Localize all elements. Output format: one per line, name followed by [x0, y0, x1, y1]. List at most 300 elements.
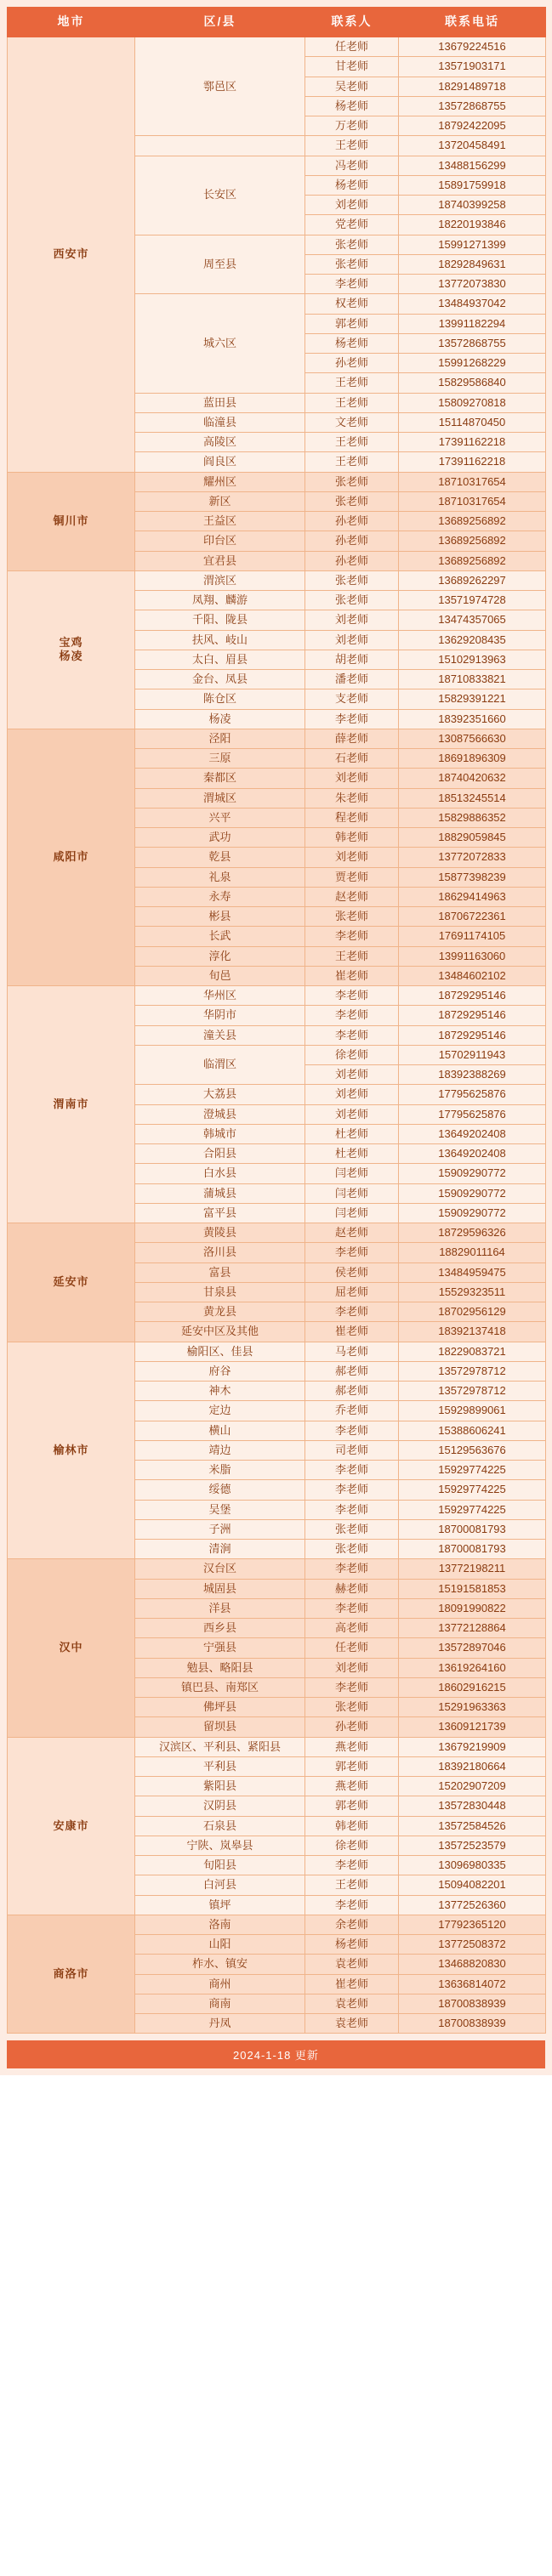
contact-phone-cell: 13087566630 [399, 729, 546, 748]
contact-phone-cell: 13484602102 [399, 966, 546, 985]
contact-name-cell: 李老师 [305, 1500, 399, 1519]
district-cell: 榆阳区、佳县 [135, 1342, 305, 1361]
district-cell: 子洲 [135, 1519, 305, 1539]
update-footer: 2024-1-18 更新 [7, 2040, 545, 2068]
district-cell: 武功 [135, 828, 305, 848]
contact-phone-cell: 13679219909 [399, 1737, 546, 1756]
district-cell: 洛南 [135, 1915, 305, 1934]
contact-name-cell: 李老师 [305, 275, 399, 294]
contact-phone-cell: 13772128864 [399, 1619, 546, 1638]
contact-name-cell: 闫老师 [305, 1164, 399, 1183]
contact-phone-cell: 15202907209 [399, 1777, 546, 1796]
contact-name-cell: 刘老师 [305, 1104, 399, 1124]
district-cell: 城固县 [135, 1579, 305, 1598]
contact-phone-cell: 18392351660 [399, 709, 546, 729]
contact-name-cell: 李老师 [305, 927, 399, 946]
contact-phone-cell: 15909290772 [399, 1203, 546, 1223]
contact-name-cell: 权老师 [305, 294, 399, 314]
contact-name-cell: 李老师 [305, 1243, 399, 1262]
header-district: 区/县 [135, 8, 305, 37]
contact-name-cell: 刘老师 [305, 1065, 399, 1085]
contact-name-cell: 李老师 [305, 1677, 399, 1697]
contact-name-cell: 孙老师 [305, 531, 399, 551]
district-cell: 神木 [135, 1382, 305, 1401]
table-row [8, 37, 546, 57]
district-cell: 白河县 [135, 1875, 305, 1895]
table-row [8, 986, 546, 1006]
contact-name-cell: 文老师 [305, 412, 399, 432]
contact-phone-cell: 13991182294 [399, 314, 546, 333]
contact-phone-cell: 17795625876 [399, 1104, 546, 1124]
contact-phone-cell: 18602916215 [399, 1677, 546, 1697]
contact-name-cell: 吴老师 [305, 77, 399, 96]
contact-phone-cell: 18729295146 [399, 1006, 546, 1025]
district-cell: 山阳 [135, 1935, 305, 1955]
contact-phone-cell: 13572868755 [399, 333, 546, 353]
district-cell: 平利县 [135, 1756, 305, 1776]
district-cell: 凤翔、麟游 [135, 591, 305, 610]
contact-phone-cell: 15891759918 [399, 175, 546, 195]
table-row [8, 1559, 546, 1579]
contact-name-cell: 杨老师 [305, 333, 399, 353]
contact-phone-cell: 18700838939 [399, 2014, 546, 2034]
city-cell: 安康市 [8, 1737, 135, 1915]
district-cell: 阎良区 [135, 452, 305, 472]
district-cell: 华州区 [135, 986, 305, 1006]
contact-name-cell: 王老师 [305, 946, 399, 966]
district-cell: 吴堡 [135, 1500, 305, 1519]
table-row [8, 472, 546, 491]
contact-name-cell: 孙老师 [305, 1717, 399, 1737]
contact-phone-cell: 18729295146 [399, 986, 546, 1006]
district-cell: 镇巴县、南郑区 [135, 1677, 305, 1697]
contact-name-cell: 燕老师 [305, 1737, 399, 1756]
contact-name-cell: 郭老师 [305, 1796, 399, 1816]
contact-phone-cell: 13572523579 [399, 1836, 546, 1855]
contact-name-cell: 张老师 [305, 254, 399, 274]
contact-name-cell: 杜老师 [305, 1124, 399, 1143]
district-cell: 千阳、陇县 [135, 610, 305, 630]
district-cell: 临渭区 [135, 1045, 305, 1085]
district-cell: 长安区 [135, 156, 305, 235]
district-cell: 三原 [135, 749, 305, 769]
contact-phone-cell: 13772526360 [399, 1895, 546, 1915]
district-cell: 镇坪 [135, 1895, 305, 1915]
contact-name-cell: 袁老师 [305, 1955, 399, 1974]
contact-phone-cell: 18710317654 [399, 491, 546, 511]
contact-phone-cell: 15929774225 [399, 1480, 546, 1500]
district-cell: 王益区 [135, 512, 305, 531]
contact-name-cell: 程老师 [305, 808, 399, 827]
contact-phone-cell: 15991271399 [399, 235, 546, 254]
contact-name-cell: 李老师 [305, 1598, 399, 1618]
contact-phone-cell: 13096980335 [399, 1856, 546, 1875]
district-cell: 米脂 [135, 1461, 305, 1480]
contact-name-cell: 张老师 [305, 570, 399, 590]
contact-phone-cell: 18729295146 [399, 1025, 546, 1045]
contact-phone-cell: 18710833821 [399, 670, 546, 689]
contact-name-cell: 王老师 [305, 136, 399, 156]
contact-name-cell: 马老师 [305, 1342, 399, 1361]
contact-phone-cell: 15114870450 [399, 412, 546, 432]
contact-phone-cell: 15191581853 [399, 1579, 546, 1598]
contact-name-cell: 刘老师 [305, 1085, 399, 1104]
contact-name-cell: 侯老师 [305, 1262, 399, 1282]
contact-phone-cell: 18740399258 [399, 196, 546, 215]
contact-name-cell: 郭老师 [305, 1756, 399, 1776]
contact-phone-cell: 17391162218 [399, 433, 546, 452]
district-cell: 勉县、略阳县 [135, 1658, 305, 1677]
district-cell: 佛坪县 [135, 1698, 305, 1717]
district-cell: 周至县 [135, 235, 305, 294]
contact-phone-cell: 18392388269 [399, 1065, 546, 1085]
contact-name-cell: 支老师 [305, 689, 399, 709]
contact-name-cell: 袁老师 [305, 2014, 399, 2034]
contact-name-cell: 李老师 [305, 1025, 399, 1045]
contact-name-cell: 刘老师 [305, 769, 399, 788]
contact-phone-cell: 13689256892 [399, 551, 546, 570]
table-body [8, 37, 546, 2034]
district-cell: 宜君县 [135, 551, 305, 570]
contact-name-cell: 刘老师 [305, 630, 399, 650]
district-cell: 淳化 [135, 946, 305, 966]
contact-name-cell: 李老师 [305, 1461, 399, 1480]
district-cell: 合阳县 [135, 1144, 305, 1164]
contact-name-cell: 胡老师 [305, 650, 399, 669]
contact-name-cell: 冯老师 [305, 156, 399, 175]
contact-phone-cell: 18691896309 [399, 749, 546, 769]
contact-name-cell: 赵老师 [305, 887, 399, 906]
contact-name-cell: 韩老师 [305, 1816, 399, 1836]
district-cell: 白水县 [135, 1164, 305, 1183]
district-cell: 长武 [135, 927, 305, 946]
contact-phone-cell: 15909290772 [399, 1183, 546, 1203]
contact-phone-cell: 18629414963 [399, 887, 546, 906]
contact-name-cell: 乔老师 [305, 1401, 399, 1421]
contact-phone-cell: 15702911943 [399, 1045, 546, 1064]
contact-name-cell: 王老师 [305, 433, 399, 452]
contact-name-cell: 任老师 [305, 37, 399, 57]
header-contact-phone: 联系电话 [399, 8, 546, 37]
contact-phone-cell: 18229083721 [399, 1342, 546, 1361]
contact-phone-cell: 13619264160 [399, 1658, 546, 1677]
contact-name-cell: 李老师 [305, 1895, 399, 1915]
district-cell: 延安中区及其他 [135, 1322, 305, 1342]
contact-phone-cell: 18729596326 [399, 1223, 546, 1243]
contact-phone-cell: 18392180664 [399, 1756, 546, 1776]
contact-phone-cell: 15102913963 [399, 650, 546, 669]
district-cell: 汉阴县 [135, 1796, 305, 1816]
contact-name-cell: 崔老师 [305, 1322, 399, 1342]
contact-phone-cell: 18392137418 [399, 1322, 546, 1342]
contact-name-cell: 郝老师 [305, 1361, 399, 1381]
table-header-row [8, 8, 546, 37]
contact-phone-cell: 18792422095 [399, 116, 546, 136]
district-cell: 紫阳县 [135, 1777, 305, 1796]
contact-name-cell: 郝老师 [305, 1382, 399, 1401]
contact-name-cell: 李老师 [305, 1480, 399, 1500]
contact-phone-cell: 18291489718 [399, 77, 546, 96]
district-cell: 泾阳 [135, 729, 305, 748]
contact-name-cell: 赵老师 [305, 1223, 399, 1243]
contact-phone-cell: 13572978712 [399, 1361, 546, 1381]
table-row [8, 570, 546, 590]
contact-phone-cell: 15829391221 [399, 689, 546, 709]
contact-phone-cell: 18706722361 [399, 907, 546, 927]
contact-name-cell: 刘老师 [305, 1658, 399, 1677]
contact-name-cell: 韩老师 [305, 828, 399, 848]
contact-phone-cell: 13609121739 [399, 1717, 546, 1737]
table-row [8, 729, 546, 748]
contact-phone-cell: 15929774225 [399, 1500, 546, 1519]
district-cell: 鄠邑区 [135, 37, 305, 136]
contact-phone-cell: 13689256892 [399, 512, 546, 531]
contact-phone-cell: 18513245514 [399, 788, 546, 808]
contact-name-cell: 刘老师 [305, 848, 399, 867]
district-cell: 彬县 [135, 907, 305, 927]
contact-name-cell: 司老师 [305, 1440, 399, 1460]
contact-name-cell: 李老师 [305, 1856, 399, 1875]
contact-name-cell: 潘老师 [305, 670, 399, 689]
contact-name-cell: 党老师 [305, 215, 399, 235]
contact-name-cell: 崔老师 [305, 966, 399, 985]
district-cell: 石泉县 [135, 1816, 305, 1836]
contact-name-cell: 张老师 [305, 1519, 399, 1539]
contact-phone-cell: 15809270818 [399, 393, 546, 412]
contact-name-cell: 崔老师 [305, 1974, 399, 1994]
contact-phone-cell: 17691174105 [399, 927, 546, 946]
district-cell: 洛川县 [135, 1243, 305, 1262]
contact-phone-cell: 18710317654 [399, 472, 546, 491]
contact-phone-cell: 15529323511 [399, 1282, 546, 1302]
district-cell: 扶风、岐山 [135, 630, 305, 650]
contact-phone-cell: 18740420632 [399, 769, 546, 788]
contact-phone-cell: 13636814072 [399, 1974, 546, 1994]
district-cell: 汉台区 [135, 1559, 305, 1579]
district-cell: 清涧 [135, 1540, 305, 1559]
district-cell: 旬阳县 [135, 1856, 305, 1875]
district-cell: 府谷 [135, 1361, 305, 1381]
contact-name-cell: 李老师 [305, 1559, 399, 1579]
contact-phone-cell: 13572897046 [399, 1638, 546, 1658]
contact-name-cell: 杜老师 [305, 1144, 399, 1164]
contact-phone-cell: 13572868755 [399, 96, 546, 116]
contact-name-cell: 李老师 [305, 1302, 399, 1322]
table-header [8, 8, 546, 37]
district-cell: 旬邑 [135, 966, 305, 985]
contact-phone-cell: 13629208435 [399, 630, 546, 650]
district-cell: 商州 [135, 1974, 305, 1994]
contact-phone-cell: 17795625876 [399, 1085, 546, 1104]
district-cell: 潼关县 [135, 1025, 305, 1045]
district-cell: 渭滨区 [135, 570, 305, 590]
contact-name-cell: 刘老师 [305, 196, 399, 215]
contact-phone-cell: 18700081793 [399, 1540, 546, 1559]
district-cell: 定边 [135, 1401, 305, 1421]
city-cell: 延安市 [8, 1223, 135, 1342]
contact-phone-cell: 13484937042 [399, 294, 546, 314]
contact-phone-cell: 18829011164 [399, 1243, 546, 1262]
contact-name-cell: 朱老师 [305, 788, 399, 808]
contact-phone-cell: 13689256892 [399, 531, 546, 551]
district-cell: 高陵区 [135, 433, 305, 452]
contact-phone-cell: 18829059845 [399, 828, 546, 848]
district-cell: 横山 [135, 1421, 305, 1440]
contact-name-cell: 王老师 [305, 452, 399, 472]
contact-phone-cell: 13468820830 [399, 1955, 546, 1974]
city-cell: 宝鸡 杨凌 [8, 570, 135, 729]
contact-name-cell: 王老师 [305, 393, 399, 412]
contact-phone-cell: 13649202408 [399, 1144, 546, 1164]
district-cell: 永寿 [135, 887, 305, 906]
city-cell: 商洛市 [8, 1915, 135, 2034]
contact-name-cell: 燕老师 [305, 1777, 399, 1796]
district-cell: 韩城市 [135, 1124, 305, 1143]
district-cell: 汉滨区、平利县、紧阳县 [135, 1737, 305, 1756]
contact-name-cell: 张老师 [305, 491, 399, 511]
contact-phone-cell: 15909290772 [399, 1164, 546, 1183]
contact-name-cell: 李老师 [305, 709, 399, 729]
city-cell: 铜川市 [8, 472, 135, 570]
district-cell: 甘泉县 [135, 1282, 305, 1302]
contact-name-cell: 张老师 [305, 1698, 399, 1717]
contact-phone-cell: 17391162218 [399, 452, 546, 472]
contact-phone-cell: 18702956129 [399, 1302, 546, 1322]
contact-phone-cell: 18700081793 [399, 1519, 546, 1539]
district-cell: 黄龙县 [135, 1302, 305, 1322]
table-row [8, 1223, 546, 1243]
district-cell: 宁强县 [135, 1638, 305, 1658]
district-cell: 金台、凤县 [135, 670, 305, 689]
contact-name-cell: 张老师 [305, 591, 399, 610]
contact-name-cell: 杨老师 [305, 96, 399, 116]
contact-phone-cell: 15829586840 [399, 373, 546, 393]
contact-phone-cell: 13772073830 [399, 275, 546, 294]
contact-name-cell: 徐老师 [305, 1836, 399, 1855]
contact-name-cell: 闫老师 [305, 1183, 399, 1203]
contact-phone-cell: 13991163060 [399, 946, 546, 966]
district-cell: 商南 [135, 1994, 305, 2013]
contact-name-cell: 屈老师 [305, 1282, 399, 1302]
contact-name-cell: 赫老师 [305, 1579, 399, 1598]
contact-name-cell: 李老师 [305, 1421, 399, 1440]
contact-phone-cell: 13689262297 [399, 570, 546, 590]
contact-name-cell: 张老师 [305, 907, 399, 927]
contact-phone-cell: 13572978712 [399, 1382, 546, 1401]
contact-phone-cell: 15929899061 [399, 1401, 546, 1421]
contact-phone-cell: 13571903171 [399, 57, 546, 77]
district-cell: 太白、眉县 [135, 650, 305, 669]
contact-name-cell: 孙老师 [305, 551, 399, 570]
contact-name-cell: 贾老师 [305, 867, 399, 887]
district-cell: 靖边 [135, 1440, 305, 1460]
contact-phone-cell: 15877398239 [399, 867, 546, 887]
contact-name-cell: 闫老师 [305, 1203, 399, 1223]
contact-table [7, 7, 546, 2034]
district-cell: 西乡县 [135, 1619, 305, 1638]
district-cell: 留坝县 [135, 1717, 305, 1737]
contact-name-cell: 万老师 [305, 116, 399, 136]
contact-phone-cell: 18700838939 [399, 1994, 546, 2013]
district-cell: 渭城区 [135, 788, 305, 808]
contact-phone-cell: 17792365120 [399, 1915, 546, 1934]
contact-phone-cell: 13772072833 [399, 848, 546, 867]
city-cell: 榆林市 [8, 1342, 135, 1559]
contact-phone-cell: 18220193846 [399, 215, 546, 235]
district-cell: 印台区 [135, 531, 305, 551]
table-row [8, 1915, 546, 1934]
contact-name-cell: 高老师 [305, 1619, 399, 1638]
district-cell: 蒲城县 [135, 1183, 305, 1203]
district-cell: 洋县 [135, 1598, 305, 1618]
district-cell: 临潼县 [135, 412, 305, 432]
contact-phone-cell: 13572584526 [399, 1816, 546, 1836]
contact-name-cell: 郭老师 [305, 314, 399, 333]
contact-phone-cell: 13572830448 [399, 1796, 546, 1816]
contact-name-cell: 石老师 [305, 749, 399, 769]
city-cell: 渭南市 [8, 986, 135, 1223]
district-cell: 黄陵县 [135, 1223, 305, 1243]
contact-phone-cell: 15129563676 [399, 1440, 546, 1460]
district-cell: 蓝田县 [135, 393, 305, 412]
contact-name-cell: 杨老师 [305, 175, 399, 195]
contact-name-cell: 王老师 [305, 373, 399, 393]
district-cell: 礼泉 [135, 867, 305, 887]
contact-name-cell: 孙老师 [305, 354, 399, 373]
contact-name-cell: 薛老师 [305, 729, 399, 748]
header-contact-name: 联系人 [305, 8, 399, 37]
contact-phone-cell: 13649202408 [399, 1124, 546, 1143]
contact-phone-cell: 13720458491 [399, 136, 546, 156]
district-cell: 丹凤 [135, 2014, 305, 2034]
district-cell: 乾县 [135, 848, 305, 867]
contact-phone-cell: 13488156299 [399, 156, 546, 175]
table-row [8, 1737, 546, 1756]
city-cell: 汉中 [8, 1559, 135, 1737]
contact-phone-cell: 13484959475 [399, 1262, 546, 1282]
contact-name-cell: 张老师 [305, 472, 399, 491]
city-cell: 咸阳市 [8, 729, 135, 985]
contact-name-cell: 王老师 [305, 1875, 399, 1895]
contact-phone-cell: 13772508372 [399, 1935, 546, 1955]
district-cell: 柞水、镇安 [135, 1955, 305, 1974]
contact-name-cell: 李老师 [305, 986, 399, 1006]
contact-name-cell: 杨老师 [305, 1935, 399, 1955]
header-city: 地市 [8, 8, 135, 37]
contact-phone-cell: 13772198211 [399, 1559, 546, 1579]
district-cell: 新区 [135, 491, 305, 511]
contact-phone-cell: 15829886352 [399, 808, 546, 827]
contact-phone-cell: 18292849631 [399, 254, 546, 274]
district-cell: 杨凌 [135, 709, 305, 729]
contact-name-cell: 徐老师 [305, 1045, 399, 1064]
district-cell: 秦都区 [135, 769, 305, 788]
district-cell: 陈仓区 [135, 689, 305, 709]
contact-name-cell: 张老师 [305, 235, 399, 254]
contact-phone-cell: 15388606241 [399, 1421, 546, 1440]
contact-name-cell: 张老师 [305, 1540, 399, 1559]
contact-name-cell: 甘老师 [305, 57, 399, 77]
district-cell: 绥德 [135, 1480, 305, 1500]
district-cell: 耀州区 [135, 472, 305, 491]
contact-phone-cell: 15291963363 [399, 1698, 546, 1717]
district-cell: 华阴市 [135, 1006, 305, 1025]
contact-name-cell: 刘老师 [305, 610, 399, 630]
district-cell: 澄城县 [135, 1104, 305, 1124]
table-row [8, 1342, 546, 1361]
contact-phone-cell: 15929774225 [399, 1461, 546, 1480]
contact-name-cell: 孙老师 [305, 512, 399, 531]
